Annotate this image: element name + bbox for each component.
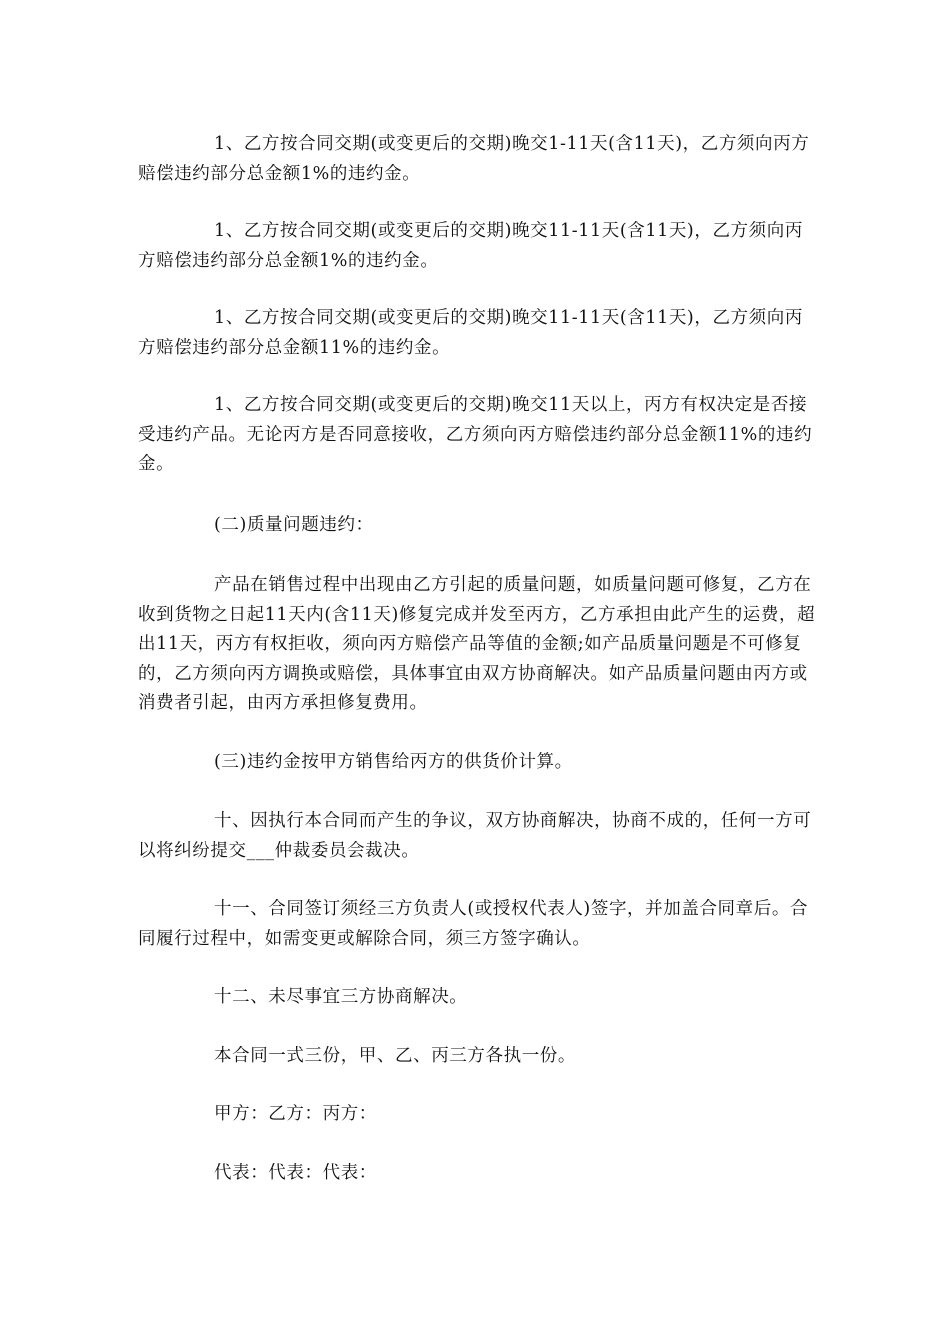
section-heading-quality-breach: (二)质量问题违约： xyxy=(214,514,374,535)
document-page xyxy=(138,130,820,1188)
clause-signing: 十一、合同签订须经三方负责人(或授权代表人)签字，并加盖合同章后。合同履行过程中，如需变更或解除合同，须三方签字确认。 xyxy=(138,899,809,949)
clause-disputes: 十、因执行本合同而产生的争议，双方协商解决，协商不成的，任何一方可以将纠纷提交___仲裁委员会裁决。 xyxy=(138,811,812,861)
signature-representatives-line: 代表：代表：代表： xyxy=(214,1162,377,1183)
clause-quality-issues: 产品在销售过程中出现由乙方引起的质量问题，如质量问题可修复，乙方在收到货物之日起11天内(含11天)修复完成并发至丙方，乙方承担由此产生的运费，超出11天，丙方有权拒收，须向丙方赔偿产品等值的金额;如产品质量问题是不可修复的，乙方须向丙方调换或赔偿，具体事宜由双方协商解决。如产品质量问题由丙方或消费者引起，由丙方承担修复费用。 xyxy=(138,575,816,713)
signature-parties-line: 甲方：乙方：丙方： xyxy=(214,1104,377,1124)
clause-copies: 本合同一式三份，甲、乙、丙三方各执一份。 xyxy=(214,1045,576,1066)
clause-late-delivery-4: 1、乙方按合同交期(或变更后的交期)晚交11天以上，丙方有权决定是否接受违约产品。无论丙方是否同意接收，乙方须向丙方赔偿违约部分总金额11%的违约金。 xyxy=(138,395,813,474)
clause-late-delivery-2: 1、乙方按合同交期(或变更后的交期)晚交11-11天(含11天)，乙方须向丙方赔偿违约部分总金额1%的违约金。 xyxy=(138,221,803,271)
clause-late-delivery-3: 1、乙方按合同交期(或变更后的交期)晚交11-11天(含11天)，乙方须向丙方赔偿违约部分总金额11%的违约金。 xyxy=(138,308,803,358)
clause-penalty-calculation: (三)违约金按甲方销售给丙方的供货价计算。 xyxy=(214,751,573,772)
clause-other-matters: 十二、未尽事宜三方协商解决。 xyxy=(214,987,468,1007)
clause-late-delivery-1: 1、乙方按合同交期(或变更后的交期)晚交1-11天(含11天)，乙方须向丙方赔偿违约部分总金额1%的违约金。 xyxy=(138,134,810,184)
